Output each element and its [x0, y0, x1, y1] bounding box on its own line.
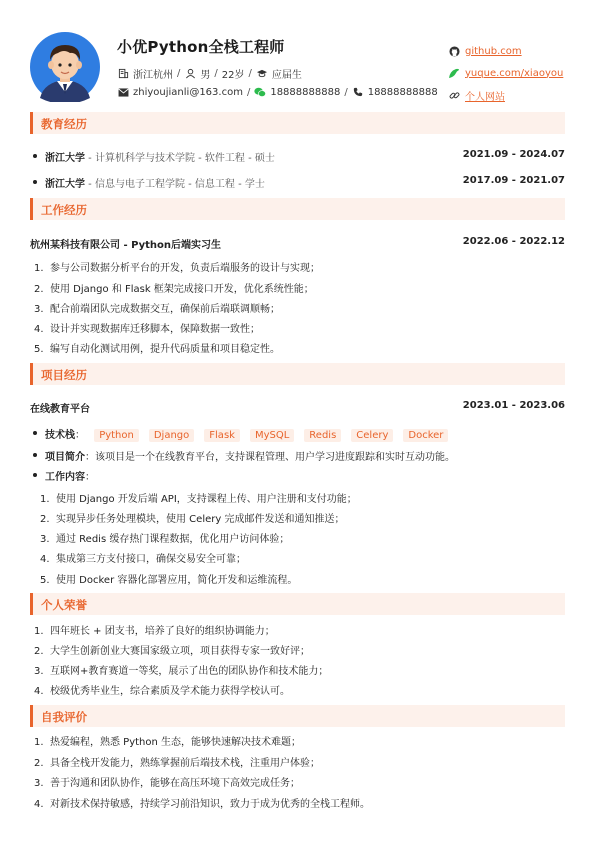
- honor-item: 4. 校级优秀毕业生，综合素质及学术能力获得学校认可。: [34, 686, 290, 697]
- section-title: 教育经历: [41, 117, 87, 131]
- tech-tag: Flask: [204, 429, 240, 442]
- resume-page: 小优Python全栈工程师 浙江杭州 / 男 / 22岁 / 应届生 zhiyoujianli@163.com / 18888888888 / 18888888888 github.com yuque.com/xiaoyou 个人网站 教育经历 浙江大学 - 计算机科学与技术学院 - 软件工程 - 硕士 2021.09 - 2024.07 浙江大学 - 信息与电子工程学院 - 信息工程 - 学士 2017.09 - 2021.07 工作经历 杭州某科技有限公司 - Python后端实习生 2022.06 - 2022.12 1. 参与公司数据分析平台的开发，负责后端服务的设计与实现； 2. 使用 Django 和 Flask 框架完成接口开发，优化系统性能； 3. 配合前端团队完成数据交互，确保前后端联调顺畅； 4. 设计并实现数据库迁移脚本，保障数据一致性； 5. 编写自动化测试用例，提升代码质量和项目稳定性。 项目经历 在线教育平台 2023.01 - 2023.06 技术栈： Python Django Flask MySQL Redis Celery Docker 项目简介：该项目是一个在线教育平台，支持课程管理、用户学习进度跟踪和实时互动功能。 工作内容： 1. 使用 Django 开发后端 API，支持课程上传、用户注册和支付功能； 2. 实现异步任务处理模块，使用 Celery 完成邮件发送和通知推送； 3. 通过 Redis 缓存热门课程数据，优化用户访问体验； 4. 集成第三方支付接口，确保交易安全可靠； 5. 使用 Docker 容器化部署应用，简化开发和运维流程。 个人荣誉 1. 四年班长 + 团支书，培养了良好的组织协调能力； 2. 大学生创新创业大赛国家级立项，项目获得专家一致好评； 3. 互联网+教育赛道一等奖，展示了出色的团队协作和技术能力； 4. 校级优秀毕业生，综合素质及学术能力获得学校认可。 自我评价 1. 热爱编程，熟悉 Python 生态，能够快速解决技术难题； 2. 具备全栈开发能力，熟练掌握前后端技术栈，注重用户体验； 3. 善于沟通和团队协作，能够在高压环境下高效完成任务； 4. 对新技术保持敏感，持续学习前沿知识，致力于成为优秀的全栈工程师。: [0, 0, 596, 843]
- status: 应届生: [271, 70, 302, 81]
- website-link[interactable]: [448, 84, 566, 106]
- work-header: [30, 236, 565, 251]
- section-title: 项目经历: [41, 368, 87, 382]
- age: 22岁: [221, 70, 245, 81]
- gender: 男: [200, 70, 211, 81]
- avatar: [30, 32, 100, 102]
- links-column: [448, 40, 566, 106]
- job-title: Python全栈工程师: [147, 38, 285, 56]
- section-title: 工作经历: [41, 203, 87, 217]
- location: 浙江杭州: [133, 70, 173, 81]
- section-honors: [30, 593, 565, 615]
- work-item: 2. 使用 Django 和 Flask 框架完成接口开发，优化系统性能；: [34, 284, 314, 295]
- honor-item: 3. 互联网+教育赛道一等奖，展示了出色的团队协作和技术能力；: [34, 666, 329, 677]
- project-date: 2023.01 - 2023.06: [462, 400, 565, 411]
- section-self-evaluation: [30, 705, 565, 727]
- section-title: 个人荣誉: [41, 598, 87, 612]
- name: 小优: [117, 38, 148, 56]
- wechat: 18888888888: [270, 86, 341, 98]
- project-header: [30, 400, 565, 415]
- tech-tag: Celery: [351, 429, 393, 442]
- tech-tag: Docker: [403, 429, 448, 442]
- self-item: 3. 善于沟通和团队协作，能够在高压环境下高效完成任务；: [34, 778, 300, 789]
- section-title: 自我评价: [41, 710, 87, 724]
- tech-tag: Django: [149, 429, 194, 442]
- work-item: 4. 设计并实现数据库迁移脚本，保障数据一致性；: [34, 324, 260, 335]
- project-name: 在线教育平台: [30, 404, 90, 415]
- work-item: 5. 编写自动化测试用例，提升代码质量和项目稳定性。: [34, 344, 280, 355]
- tech-tags: [94, 429, 448, 442]
- project-item: 3. 通过 Redis 缓存热门课程数据，优化用户访问体验；: [40, 534, 290, 545]
- tech-tag: Python: [94, 429, 139, 442]
- yuque-link-label: yuque.com/xiaoyou: [465, 67, 564, 79]
- section-education: [30, 112, 565, 134]
- project-item: 1. 使用 Django 开发后端 API，支持课程上传、用户注册和支付功能；: [40, 494, 357, 505]
- project-work-label: 工作内容：: [45, 468, 95, 483]
- self-item: 1. 热爱编程，熟悉 Python 生态，能够快速解决技术难题；: [34, 737, 302, 748]
- phone: 18888888888: [367, 86, 438, 98]
- person-icon: [184, 68, 196, 80]
- education-date: 2021.09 - 2024.07: [462, 149, 565, 160]
- yuque-link[interactable]: [448, 62, 566, 84]
- project-stack: 技术栈： Python Django Flask MySQL Redis Celery Docker: [45, 426, 448, 442]
- section-work: [30, 198, 565, 220]
- basic-info-line: 浙江杭州 / 男 / 22岁 / 应届生: [117, 66, 302, 81]
- work-date: 2022.06 - 2022.12: [462, 236, 565, 247]
- wechat-icon: [254, 86, 266, 98]
- project-item: 4. 集成第三方支付接口，确保交易安全可靠；: [40, 554, 246, 565]
- education-date: 2017.09 - 2021.07: [462, 175, 565, 186]
- website-link-label: 个人网站: [465, 91, 505, 103]
- github-icon: [448, 45, 460, 57]
- building-icon: [117, 68, 129, 80]
- self-item: 4. 对新技术保持敏感，持续学习前沿知识，致力于成为优秀的全栈工程师。: [34, 799, 370, 810]
- github-link[interactable]: [448, 40, 566, 62]
- contact-line: zhiyoujianli@163.com / 18888888888 / 18888888888: [117, 86, 438, 98]
- link-icon: [448, 89, 460, 101]
- tech-tag: MySQL: [250, 429, 294, 442]
- project-intro: 项目简介：该项目是一个在线教育平台，支持课程管理、用户学习进度跟踪和实时互动功能。: [45, 448, 455, 463]
- honor-item: 1. 四年班长 + 团支书，培养了良好的组织协调能力；: [34, 626, 275, 637]
- yuque-icon: [448, 67, 460, 79]
- work-item: 1. 参与公司数据分析平台的开发，负责后端服务的设计与实现；: [34, 263, 320, 274]
- mail-icon: [117, 86, 129, 98]
- company: 杭州某科技有限公司 - Python后端实习生: [30, 240, 222, 251]
- honor-item: 2. 大学生创新创业大赛国家级立项，项目获得专家一致好评；: [34, 646, 310, 657]
- project-item: 5. 使用 Docker 容器化部署应用，简化开发和运维流程。: [40, 575, 298, 586]
- tech-tag: Redis: [304, 429, 341, 442]
- phone-icon: [352, 86, 364, 98]
- section-project: [30, 363, 565, 385]
- work-item: 3. 配合前端团队完成数据交互，确保前后端联调顺畅；: [34, 304, 280, 315]
- header-name-line: [117, 36, 285, 57]
- graduation-cap-icon: [256, 68, 268, 80]
- project-item: 2. 实现异步任务处理模块，使用 Celery 完成邮件发送和通知推送；: [40, 514, 345, 525]
- email: zhiyoujianli@163.com: [133, 86, 243, 98]
- github-link-label: github.com: [465, 45, 522, 57]
- self-item: 2. 具备全栈开发能力，熟练掌握前后端技术栈，注重用户体验；: [34, 758, 320, 769]
